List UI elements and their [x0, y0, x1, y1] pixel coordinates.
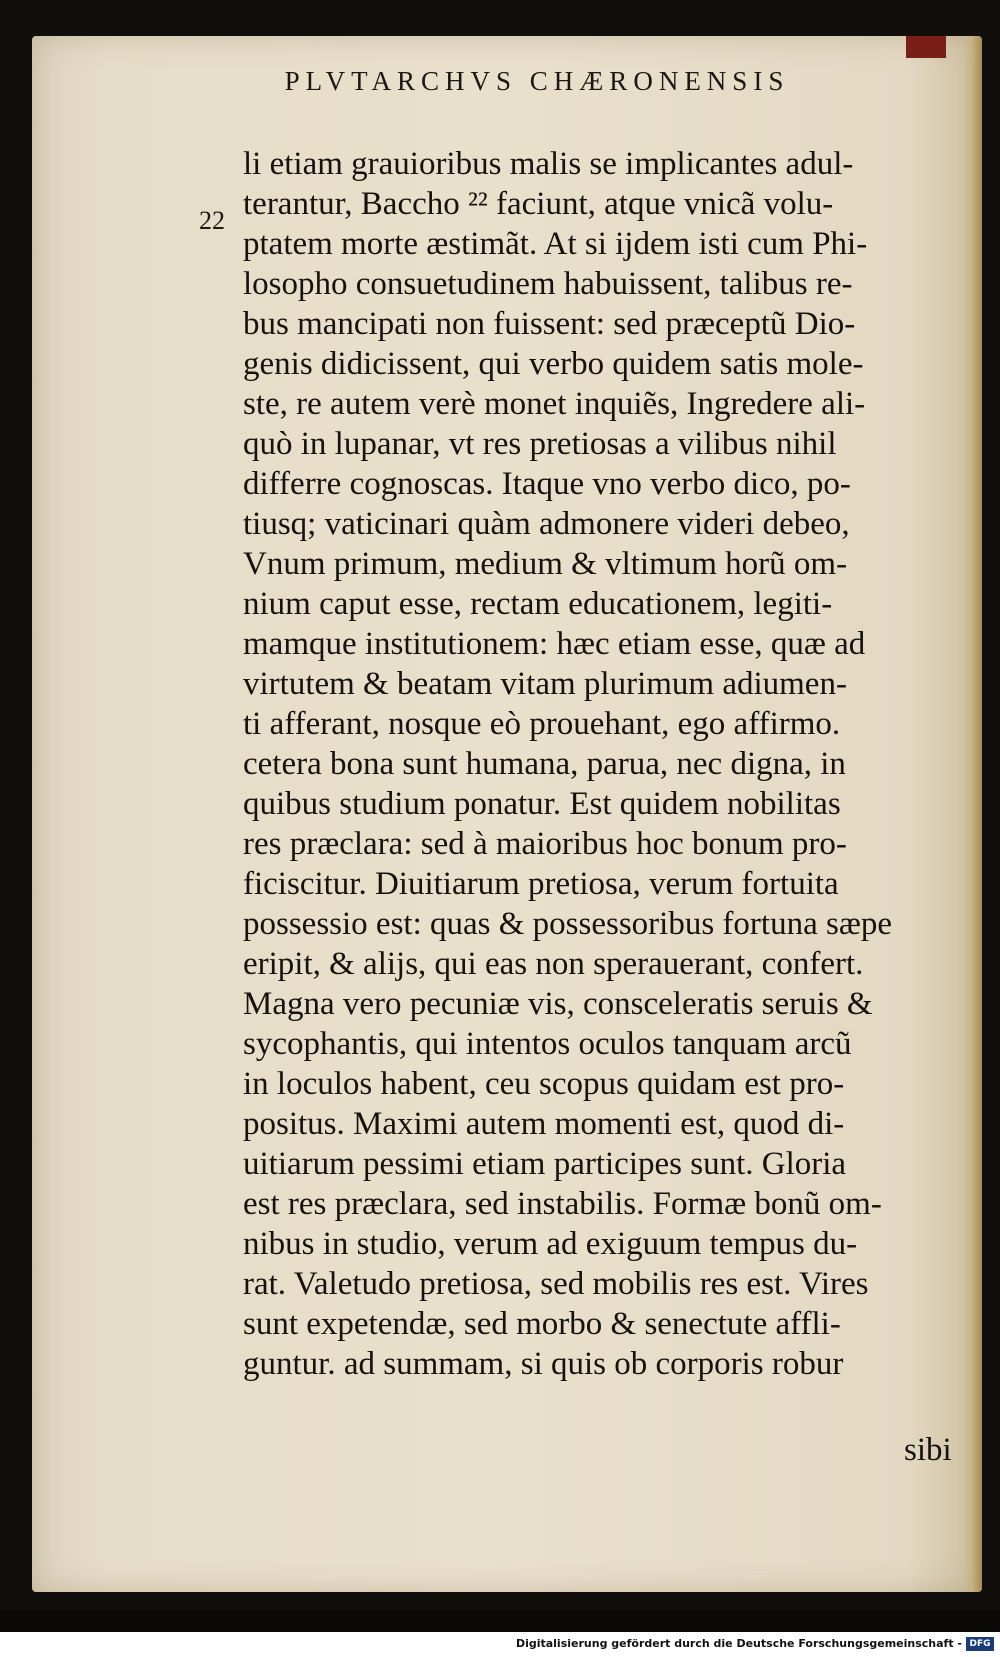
text-line: sunt expetendæ, sed morbo & senectute affli- — [243, 1306, 841, 1342]
catchword: sibi — [904, 1432, 952, 1468]
text-line: in loculos habent, ceu scopus quidam est pro- — [243, 1066, 845, 1102]
text-line: ti afferant, nosque eò prouehant, ego affirmo. — [243, 706, 841, 742]
book-page — [32, 36, 982, 1592]
text-line: nibus in studio, verum ad exiguum tempus du- — [243, 1226, 858, 1262]
text-line: ste, re autem verè monet inquiẽs, Ingredere ali- — [243, 386, 866, 422]
text-line: nium caput esse, rectam educationem, legiti- — [243, 586, 833, 622]
dfg-logo: DFG — [966, 1637, 994, 1651]
running-head: PLVTARCHVS CHÆRONENSIS — [284, 66, 790, 96]
text-line: rat. Valetudo pretiosa, sed mobilis res est. Vires — [243, 1266, 869, 1302]
text-line: li etiam grauioribus malis se implicantes adul- — [243, 146, 854, 182]
footer-credit: Digitalisierung gefördert durch die Deutsche Forschungsgemeinschaft - — [515, 1637, 962, 1650]
text-line: uitiarum pessimi etiam participes sunt. Gloria — [243, 1146, 847, 1182]
text-line: genis didicissent, qui verbo quidem satis mole- — [243, 346, 864, 382]
text-block — [243, 144, 983, 1384]
text-line: quò in lupanar, vt res pretiosas a vilibus nihil — [243, 426, 837, 462]
text-line: Vnum primum, medium & vltimum horũ om- — [243, 546, 848, 582]
text-line: ptatem morte æstimãt. At si ijdem isti cum Phi- — [243, 226, 868, 262]
page-corner-mark — [906, 36, 946, 58]
text-line: est res præclara, sed instabilis. Formæ bonũ om- — [243, 1186, 882, 1222]
text-line: virtutem & beatam vitam plurimum adiumen- — [243, 666, 847, 702]
text-line: res præclara: sed à maioribus hoc bonum pro- — [243, 826, 847, 862]
text-line: guntur. ad summam, si quis ob corporis robur — [243, 1346, 844, 1382]
text-line: differre cognoscas. Itaque vno verbo dico, po- — [243, 466, 851, 502]
text-line: quibus studium ponatur. Est quidem nobilitas — [243, 786, 841, 822]
text-line: positus. Maximi autem momenti est, quod di- — [243, 1106, 845, 1142]
text-line: tiusq; vaticinari quàm admonere videri debeo, — [243, 506, 850, 542]
text-line: ficiscitur. Diuitiarum pretiosa, verum fortuita — [243, 866, 839, 902]
text-line: terantur, Baccho ²² faciunt, atque vnicã volu- — [243, 186, 834, 222]
text-line: cetera bona sunt humana, parua, nec digna, in — [243, 746, 846, 782]
text-line: sycophantis, qui intentos oculos tanquam arcũ — [243, 1026, 852, 1062]
text-line: mamque institutionem: hæc etiam esse, quæ ad — [243, 626, 866, 662]
footer-bar — [0, 1632, 1000, 1657]
text-line: Magna vero pecuniæ vis, consceleratis seruis & — [243, 986, 873, 1022]
text-line: possessio est: quas & possessoribus fortuna sæpe — [243, 906, 892, 942]
text-line: losopho consuetudinem habuissent, talibus re- — [243, 266, 853, 302]
text-line: eripit, & alijs, qui eas non sperauerant, confert. — [243, 946, 864, 982]
text-line: bus mancipati non fuissent: sed præceptũ Dio- — [243, 306, 856, 342]
margin-note: 22 — [199, 206, 225, 235]
